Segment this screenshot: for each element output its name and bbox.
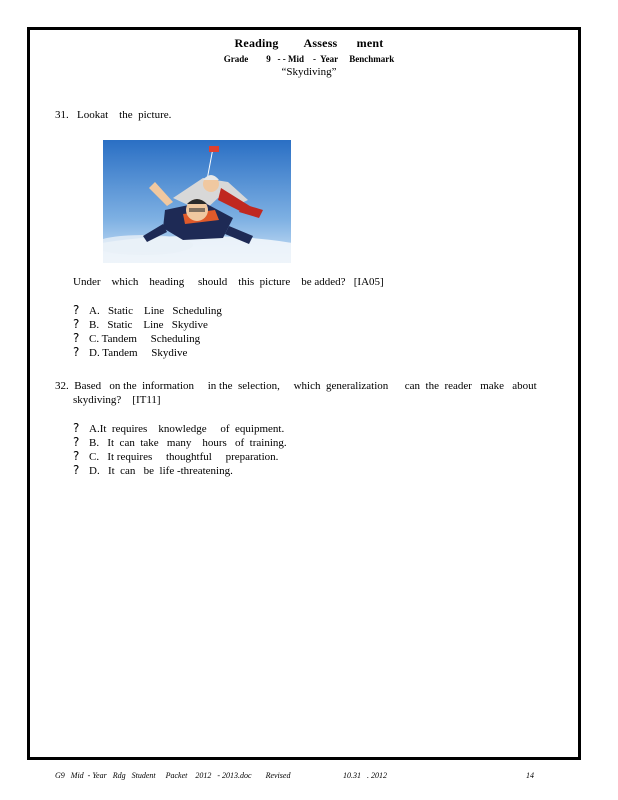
footer-page-number: 14 bbox=[526, 771, 534, 780]
q32-option-a-label: A.It requires knowledge of equipment. bbox=[89, 423, 285, 435]
assessment-title: Reading Assess ment bbox=[234, 36, 384, 50]
q32-option-d[interactable] bbox=[73, 463, 233, 478]
q31-option-b[interactable] bbox=[73, 317, 208, 332]
question-32-line-1: 32. Based on the information in the selection, which generalization can the reader make about bbox=[55, 380, 537, 392]
footer-filename: G9 Mid - Year Rdg Student Packet 2012 - 2013.doc Revised bbox=[55, 771, 291, 780]
q31-option-c-label: C. Tandem Scheduling bbox=[89, 333, 201, 345]
option-marker-icon: ? bbox=[73, 449, 80, 463]
q31-option-c[interactable] bbox=[73, 331, 200, 346]
q32-option-d-label: D. It can be life -threatening. bbox=[89, 465, 233, 477]
option-marker-icon: ? bbox=[73, 345, 80, 359]
question-31-prompt: 31. Lookat the picture. bbox=[55, 109, 172, 121]
option-marker-icon: ? bbox=[73, 421, 80, 435]
q32-option-c-label: C. It requires thoughtful preparation. bbox=[89, 451, 279, 463]
option-marker-icon: ? bbox=[73, 317, 80, 331]
q32-option-b[interactable] bbox=[73, 435, 287, 450]
option-marker-icon: ? bbox=[73, 463, 80, 477]
option-marker-icon: ? bbox=[73, 331, 80, 345]
q32-option-c[interactable] bbox=[73, 449, 278, 464]
question-31-text: Under which heading should this picture be added? [IA05] bbox=[73, 276, 384, 288]
q31-option-a[interactable] bbox=[73, 303, 222, 318]
q31-option-b-label: B. Static Line Skydive bbox=[89, 319, 208, 331]
option-marker-icon: ? bbox=[73, 435, 80, 449]
q31-option-d[interactable] bbox=[73, 345, 187, 360]
q31-option-a-label: A. Static Line Scheduling bbox=[89, 305, 222, 317]
q32-option-b-label: B. It can take many hours of training. bbox=[89, 437, 287, 449]
question-32-line-2: skydiving? [IT11] bbox=[73, 394, 161, 406]
skydiving-photo-image bbox=[103, 140, 291, 263]
topic-title: “Skydiving” bbox=[281, 66, 337, 78]
q32-option-a[interactable] bbox=[73, 421, 284, 436]
skydiving-photo bbox=[103, 140, 291, 263]
footer-date: 10.31 . 2012 bbox=[343, 771, 387, 780]
grade-benchmark-subtitle: Grade 9 - - Mid - Year Benchmark bbox=[223, 54, 395, 64]
q31-option-d-label: D. Tandem Skydive bbox=[89, 347, 188, 359]
option-marker-icon: ? bbox=[73, 303, 80, 317]
